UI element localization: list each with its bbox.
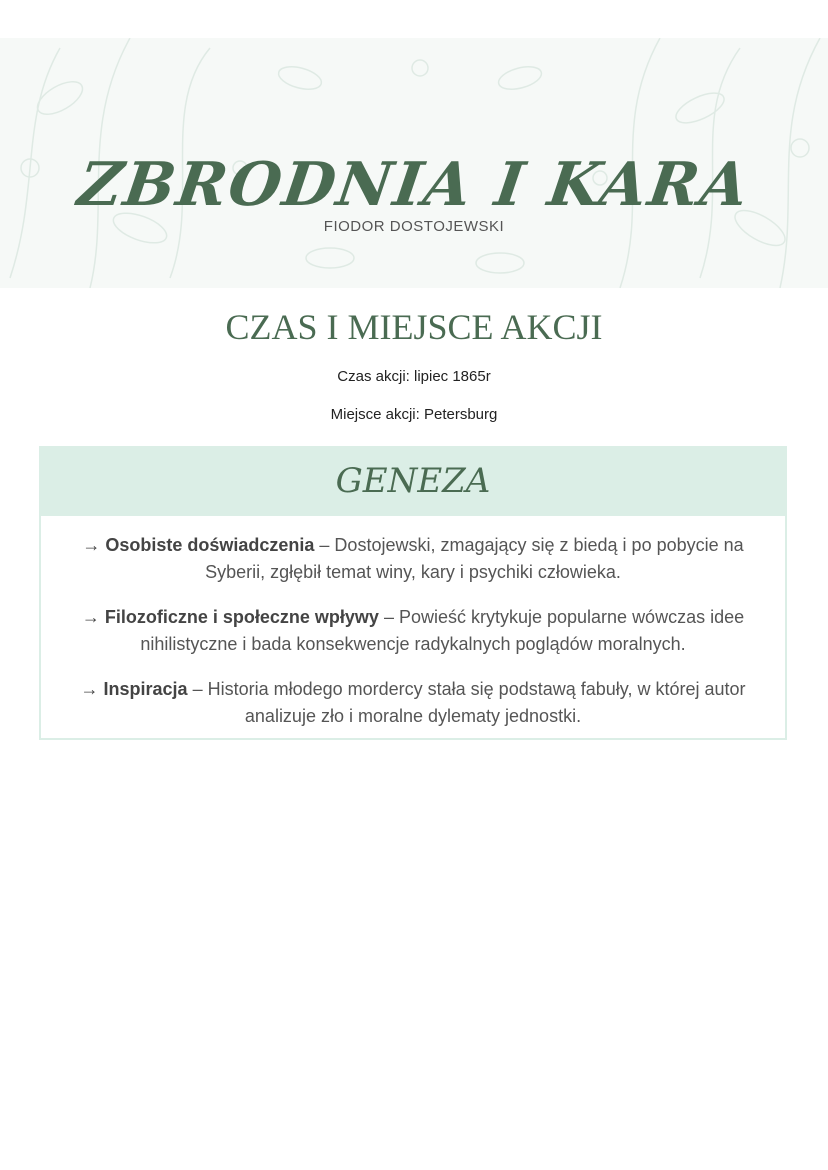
genesis-item-term: Osobiste doświadczenia bbox=[105, 535, 315, 555]
document-title: ZBRODNIA I KARA bbox=[73, 150, 755, 220]
arrow-icon: → bbox=[82, 535, 101, 555]
genesis-item-text: – Historia młodego mordercy stała się podstawą fabuły, w której autor analizuje zło i moralne dylematy jednostki. bbox=[187, 679, 746, 726]
genesis-item-text: – Powieść krytykuje popularne wówczas idee nihilistyczne i bada konsekwencje radykalnych poglądów moralnych. bbox=[140, 607, 745, 654]
genesis-item bbox=[55, 532, 771, 586]
time-place-heading: CZAS I MIEJSCE AKCJI bbox=[225, 307, 603, 347]
arrow-icon: → bbox=[81, 607, 100, 627]
genesis-item-term: Filozoficzne i społeczne wpływy bbox=[104, 607, 379, 627]
genesis-item bbox=[55, 676, 771, 730]
action-time: Czas akcji: lipiec 1865r bbox=[337, 368, 491, 385]
genesis-item-text: – Dostojewski, zmagający się z biedą i po pobycie na Syberii, zgłębił temat winy, kary i psychiki człowieka. bbox=[205, 535, 744, 582]
action-place: Miejsce akcji: Petersburg bbox=[330, 406, 498, 423]
genesis-item-term: Inspiracja bbox=[103, 679, 188, 699]
arrow-icon: → bbox=[80, 679, 99, 699]
genesis-item bbox=[55, 604, 771, 658]
author-name: FIODOR DOSTOJEWSKI bbox=[323, 218, 505, 235]
genesis-heading: GENEZA bbox=[41, 448, 785, 516]
header-banner bbox=[0, 38, 828, 288]
genesis-section bbox=[39, 446, 787, 740]
